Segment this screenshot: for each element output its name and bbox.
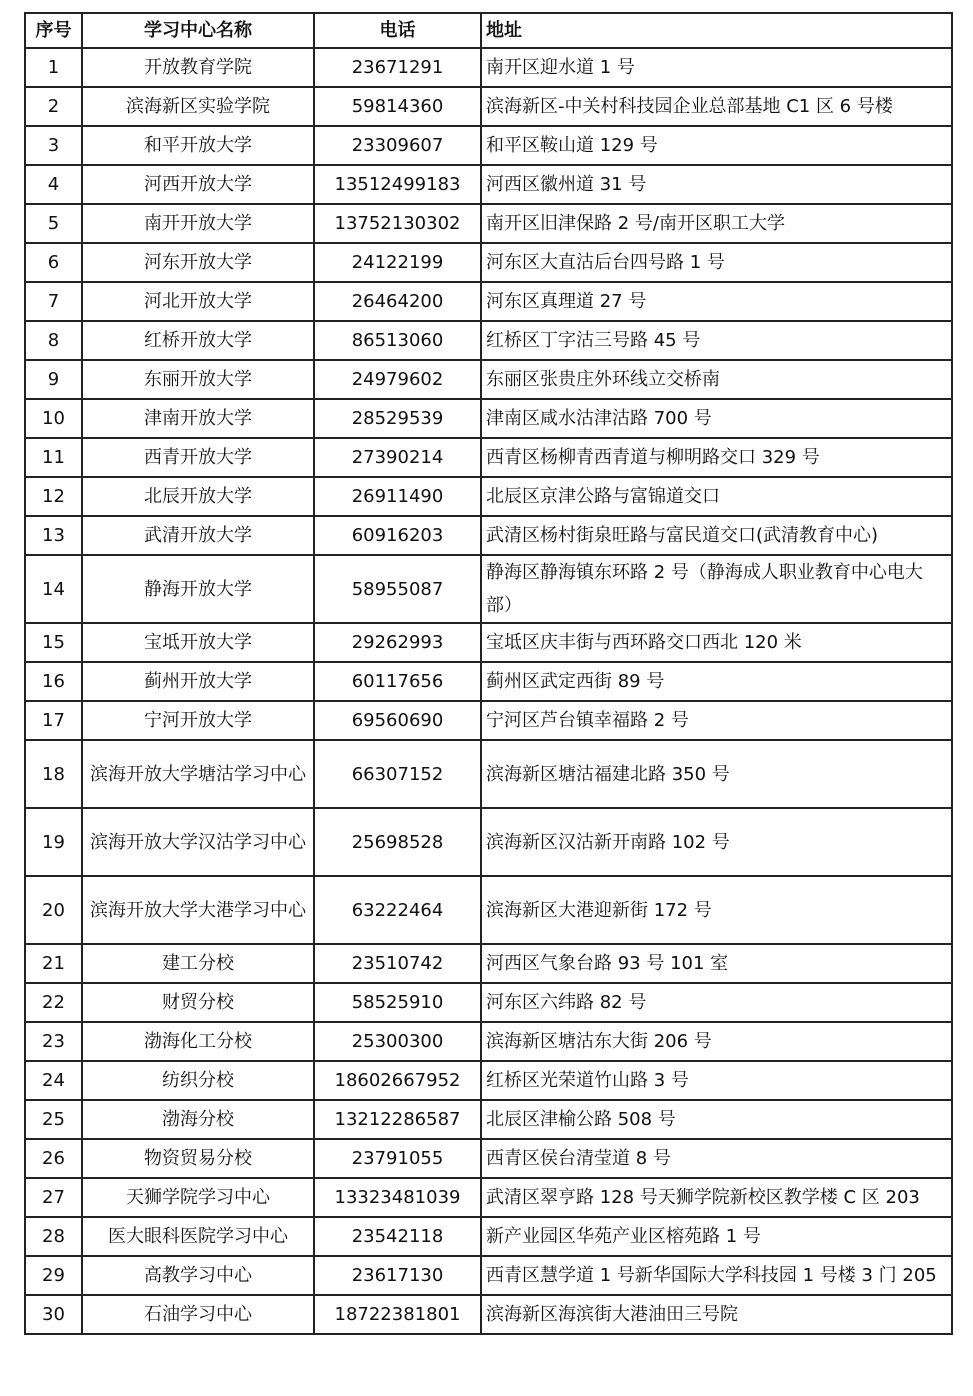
table-row: [25, 477, 952, 516]
table-row: [25, 983, 952, 1022]
table-row: [25, 438, 952, 477]
center-name: 医大眼科医院学习中心: [82, 1217, 314, 1256]
address: 河西区徽州道 31 号: [481, 165, 952, 204]
table-row: [25, 516, 952, 555]
row-number: 28: [25, 1217, 82, 1256]
center-name: 和平开放大学: [82, 126, 314, 165]
center-name: 宁河开放大学: [82, 701, 314, 740]
center-name: 纺织分校: [82, 1061, 314, 1100]
address: 和平区鞍山道 129 号: [481, 126, 952, 165]
address: 津南区咸水沽津沽路 700 号: [481, 399, 952, 438]
phone-number: 28529539: [314, 399, 481, 438]
center-name: 河西开放大学: [82, 165, 314, 204]
row-number: 12: [25, 477, 82, 516]
address: 西青区慧学道 1 号新华国际大学科技园 1 号楼 3 门 205: [481, 1256, 952, 1295]
row-number: 14: [25, 555, 82, 623]
center-name: 天狮学院学习中心: [82, 1178, 314, 1217]
address: 北辰区京津公路与富锦道交口: [481, 477, 952, 516]
phone-number: 58955087: [314, 555, 481, 623]
center-name: 北辰开放大学: [82, 477, 314, 516]
row-number: 19: [25, 808, 82, 876]
row-number: 18: [25, 740, 82, 808]
phone-number: 69560690: [314, 701, 481, 740]
table-row: [25, 165, 952, 204]
address: 蓟州区武定西街 89 号: [481, 662, 952, 701]
learning-center-table: [24, 12, 953, 1335]
address: 河西区气象台路 93 号 101 室: [481, 944, 952, 983]
center-name: 红桥开放大学: [82, 321, 314, 360]
phone-number: 23671291: [314, 48, 481, 87]
center-name: 滨海开放大学大港学习中心: [82, 876, 314, 944]
phone-number: 60117656: [314, 662, 481, 701]
phone-number: 24979602: [314, 360, 481, 399]
table-row: [25, 204, 952, 243]
center-name: 物资贸易分校: [82, 1139, 314, 1178]
table-row: [25, 740, 952, 808]
address: 滨海新区大港迎新街 172 号: [481, 876, 952, 944]
table-row: [25, 1178, 952, 1217]
phone-number: 63222464: [314, 876, 481, 944]
address: 滨海新区塘沽东大街 206 号: [481, 1022, 952, 1061]
phone-number: 23617130: [314, 1256, 481, 1295]
phone-number: 86513060: [314, 321, 481, 360]
address: 红桥区光荣道竹山路 3 号: [481, 1061, 952, 1100]
row-number: 30: [25, 1295, 82, 1334]
table-header-row: [25, 13, 952, 48]
center-name: 津南开放大学: [82, 399, 314, 438]
phone-number: 26464200: [314, 282, 481, 321]
row-number: 6: [25, 243, 82, 282]
row-number: 17: [25, 701, 82, 740]
phone-number: 27390214: [314, 438, 481, 477]
row-number: 4: [25, 165, 82, 204]
address: 北辰区津榆公路 508 号: [481, 1100, 952, 1139]
table-row: [25, 623, 952, 662]
address: 南开区迎水道 1 号: [481, 48, 952, 87]
phone-number: 58525910: [314, 983, 481, 1022]
address: 武清区杨村街泉旺路与富民道交口(武清教育中心): [481, 516, 952, 555]
phone-number: 23542118: [314, 1217, 481, 1256]
phone-number: 23791055: [314, 1139, 481, 1178]
address: 宁河区芦台镇幸福路 2 号: [481, 701, 952, 740]
center-name: 渤海化工分校: [82, 1022, 314, 1061]
address: 滨海新区塘沽福建北路 350 号: [481, 740, 952, 808]
row-number: 21: [25, 944, 82, 983]
table-row: [25, 87, 952, 126]
address: 宝坻区庆丰街与西环路交口西北 120 米: [481, 623, 952, 662]
center-name: 滨海开放大学汉沽学习中心: [82, 808, 314, 876]
address: 河东区六纬路 82 号: [481, 983, 952, 1022]
row-number: 16: [25, 662, 82, 701]
phone-number: 66307152: [314, 740, 481, 808]
phone-number: 13512499183: [314, 165, 481, 204]
phone-number: 13323481039: [314, 1178, 481, 1217]
row-number: 23: [25, 1022, 82, 1061]
row-number: 5: [25, 204, 82, 243]
table-row: [25, 48, 952, 87]
phone-number: 13752130302: [314, 204, 481, 243]
table-row: [25, 662, 952, 701]
address: 滨海新区汉沽新开南路 102 号: [481, 808, 952, 876]
phone-number: 29262993: [314, 623, 481, 662]
phone-number: 59814360: [314, 87, 481, 126]
table-row: [25, 808, 952, 876]
row-number: 29: [25, 1256, 82, 1295]
table-body: [25, 48, 952, 1334]
center-name: 武清开放大学: [82, 516, 314, 555]
row-number: 24: [25, 1061, 82, 1100]
address: 南开区旧津保路 2 号/南开区职工大学: [481, 204, 952, 243]
address: 东丽区张贵庄外环线立交桥南: [481, 360, 952, 399]
address: 武清区翠亨路 128 号天狮学院新校区教学楼 C 区 203: [481, 1178, 952, 1217]
center-name: 静海开放大学: [82, 555, 314, 623]
row-number: 11: [25, 438, 82, 477]
table-row: [25, 1022, 952, 1061]
table-row: [25, 876, 952, 944]
row-number: 26: [25, 1139, 82, 1178]
center-name: 滨海新区实验学院: [82, 87, 314, 126]
table-row: [25, 1100, 952, 1139]
address: 新产业园区华苑产业区榕苑路 1 号: [481, 1217, 952, 1256]
center-name: 宝坻开放大学: [82, 623, 314, 662]
center-name: 石油学习中心: [82, 1295, 314, 1334]
row-number: 25: [25, 1100, 82, 1139]
address: 河东区大直沽后台四号路 1 号: [481, 243, 952, 282]
row-number: 22: [25, 983, 82, 1022]
phone-number: 60916203: [314, 516, 481, 555]
table-row: [25, 1139, 952, 1178]
table-row: [25, 282, 952, 321]
table-row: [25, 360, 952, 399]
address: 静海区静海镇东环路 2 号（静海成人职业教育中心电大部）: [481, 555, 952, 623]
table-row: [25, 399, 952, 438]
address: 西青区侯台清莹道 8 号: [481, 1139, 952, 1178]
address: 西青区杨柳青西青道与柳明路交口 329 号: [481, 438, 952, 477]
phone-number: 23309607: [314, 126, 481, 165]
table-row: [25, 126, 952, 165]
center-name: 南开开放大学: [82, 204, 314, 243]
row-number: 13: [25, 516, 82, 555]
table-row: [25, 944, 952, 983]
phone-number: 13212286587: [314, 1100, 481, 1139]
row-number: 27: [25, 1178, 82, 1217]
table-row: [25, 701, 952, 740]
table-row: [25, 1295, 952, 1334]
header-address: 地址: [481, 13, 952, 48]
header-name: 学习中心名称: [82, 13, 314, 48]
center-name: 滨海开放大学塘沽学习中心: [82, 740, 314, 808]
center-name: 财贸分校: [82, 983, 314, 1022]
phone-number: 18722381801: [314, 1295, 481, 1334]
table-row: [25, 1256, 952, 1295]
address: 河东区真理道 27 号: [481, 282, 952, 321]
row-number: 9: [25, 360, 82, 399]
row-number: 7: [25, 282, 82, 321]
table-row: [25, 243, 952, 282]
phone-number: 23510742: [314, 944, 481, 983]
center-name: 东丽开放大学: [82, 360, 314, 399]
center-name: 蓟州开放大学: [82, 662, 314, 701]
table-row: [25, 1217, 952, 1256]
phone-number: 18602667952: [314, 1061, 481, 1100]
phone-number: 25300300: [314, 1022, 481, 1061]
center-name: 开放教育学院: [82, 48, 314, 87]
row-number: 20: [25, 876, 82, 944]
center-name: 西青开放大学: [82, 438, 314, 477]
center-name: 建工分校: [82, 944, 314, 983]
center-name: 高教学习中心: [82, 1256, 314, 1295]
address: 滨海新区-中关村科技园企业总部基地 C1 区 6 号楼: [481, 87, 952, 126]
header-no: 序号: [25, 13, 82, 48]
row-number: 15: [25, 623, 82, 662]
center-name: 河北开放大学: [82, 282, 314, 321]
center-name: 渤海分校: [82, 1100, 314, 1139]
phone-number: 24122199: [314, 243, 481, 282]
phone-number: 26911490: [314, 477, 481, 516]
table-row: [25, 555, 952, 623]
address: 滨海新区海滨街大港油田三号院: [481, 1295, 952, 1334]
row-number: 10: [25, 399, 82, 438]
header-phone: 电话: [314, 13, 481, 48]
table-row: [25, 1061, 952, 1100]
phone-number: 25698528: [314, 808, 481, 876]
row-number: 1: [25, 48, 82, 87]
address: 红桥区丁字沽三号路 45 号: [481, 321, 952, 360]
table-row: [25, 321, 952, 360]
row-number: 8: [25, 321, 82, 360]
center-name: 河东开放大学: [82, 243, 314, 282]
row-number: 3: [25, 126, 82, 165]
row-number: 2: [25, 87, 82, 126]
